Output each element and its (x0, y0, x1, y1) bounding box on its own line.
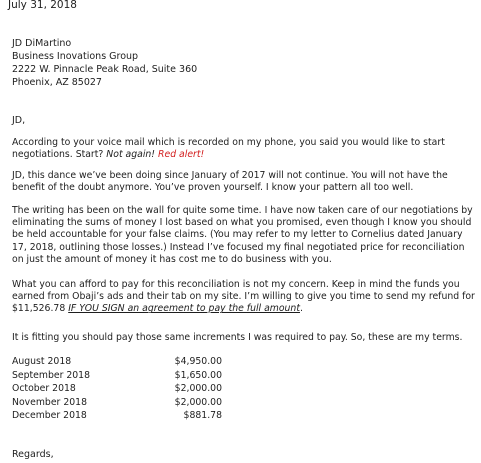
schedule-month: September 2018 (12, 369, 91, 381)
recipient-company: Business Inovations Group (12, 51, 139, 62)
schedule-month: October 2018 (12, 383, 76, 394)
schedule-row (12, 355, 222, 369)
schedule-month: November 2018 (12, 396, 87, 408)
schedule-amount: $1,650.00 (174, 369, 222, 381)
paragraph-voicemail (12, 137, 477, 161)
schedule-row (12, 369, 222, 383)
schedule-month: December 2018 (12, 410, 87, 421)
agreement-condition: IF YOU SIGN an agreement to pay the full amount (68, 303, 300, 315)
schedule-row (12, 396, 222, 410)
paragraph-negotiations: The writing has been on the wall for quite some time. I have now taken care of our negotiations by eliminating the sums of money I lost based on what you promised, even though I know you should be held accountable for your false claims. (You may refer to my letter to Cornelius dated January 17, 2018, outlining those losses.) Instead I’ve focused my final negotiated price for reconciliation on just the amount of money it has cost me to do business with you. (12, 205, 473, 265)
paragraph-refund-text: What you can afford to pay for this reconciliation is not my concern. Keep in mind the funds you earned from Obaji’s ads and their tab on my site. I’m willing to give you time to send my refund for $11,526.78 (12, 279, 475, 315)
recipient-street: 2222 W. Pinnacle Peak Road, Suite 360 (12, 64, 198, 75)
schedule-row (12, 382, 222, 396)
closing: Regards, (12, 449, 54, 460)
paragraph-voicemail-text: According to your voice mail which is recorded on my phone, you said you would like to start negotiations. Start? (12, 137, 445, 161)
paragraph-terms: It is fitting you should pay those same increments I was required to pay. So, these are my terms. (12, 332, 463, 343)
schedule-row (12, 409, 222, 423)
paragraph-dance: JD, this dance we’ve been doing since January of 2017 will not continue. You will not have the benefit of the doubt anymore. You’ve proven yourself. I know your pattern all too well. (12, 170, 448, 194)
schedule-month: August 2018 (12, 356, 72, 367)
salutation: JD, (12, 115, 26, 126)
recipient-name: JD DiMartino (12, 38, 72, 49)
red-alert-emphasis: Red alert! (158, 149, 205, 161)
schedule-amount: $2,000.00 (174, 396, 222, 408)
recipient-city: Phoenix, AZ 85027 (12, 77, 102, 88)
not-again-emphasis: Not again! (106, 149, 156, 161)
paragraph-refund-end: . (299, 303, 303, 315)
letter-date: July 31, 2018 (8, 0, 77, 11)
paragraph-refund (12, 279, 477, 316)
payment-schedule (12, 355, 222, 423)
schedule-amount: $2,000.00 (174, 383, 222, 394)
schedule-amount: $4,950.00 (174, 356, 222, 367)
schedule-amount: $881.78 (183, 410, 222, 421)
